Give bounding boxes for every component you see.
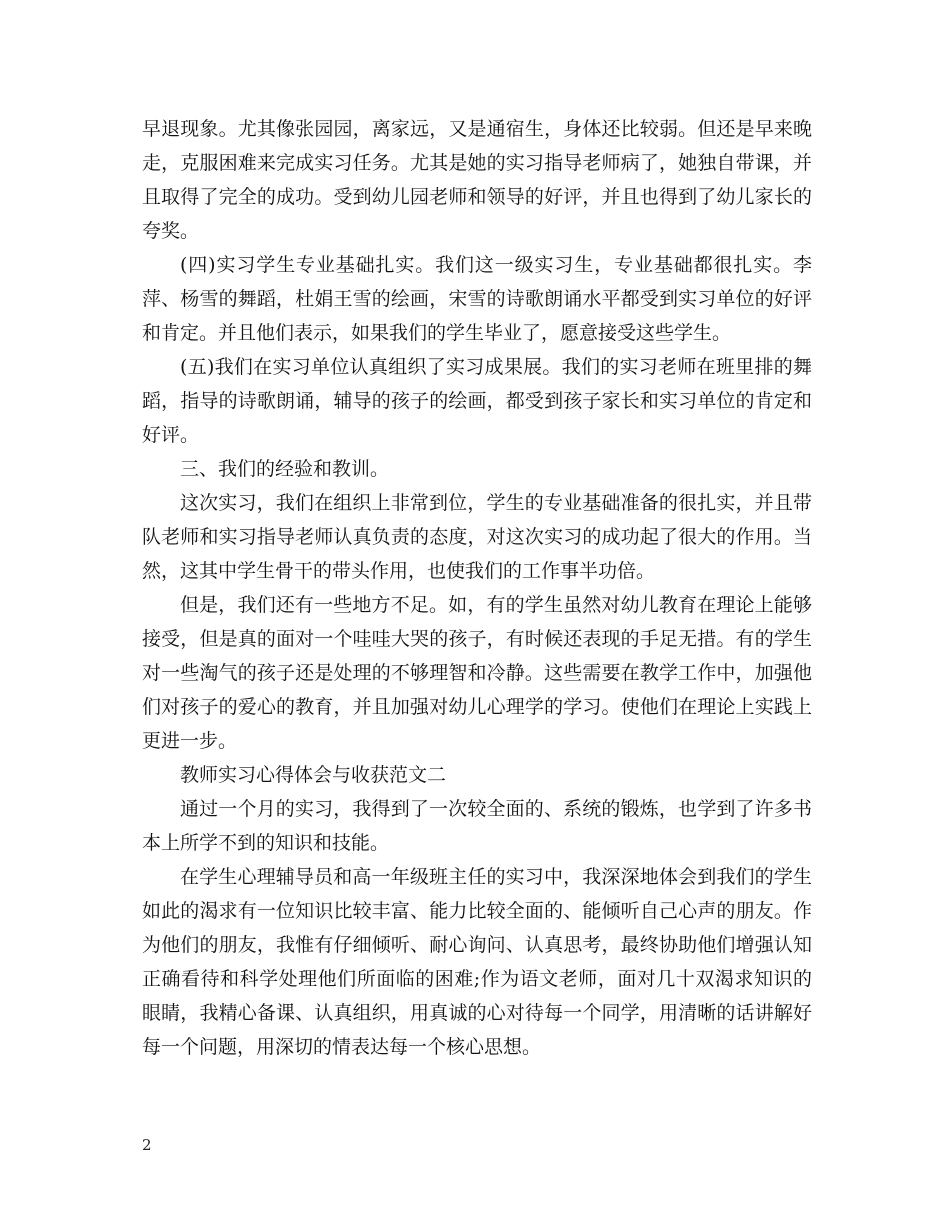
essay-title-2: 教师实习心得体会与收获范文二 <box>180 764 447 786</box>
paragraph-6: 但是，我们还有一些地方不足。如，有的学生虽然对幼儿教育在理论上能够接受，但是真的面对一个哇哇大哭的孩子，有时候还表现的手足无措。有的学生对一些淘气的孩子还是处理的不够理智和冷静。这些需要在教学工作中，加强他们对孩子的爱心的教育，并且加强对幼儿心理学的学习。使他们在理论上实践上更进一步。 <box>142 594 812 752</box>
paragraph-8: 通过一个月的实习，我得到了一次较全面的、系统的锻炼，也学到了许多书本上所学不到的知识和技能。 <box>142 798 812 854</box>
section-heading-3: 三、我们的经验和教训。 <box>180 458 390 480</box>
paragraph-1: 早退现象。尤其像张园园，离家远，又是通宿生，身体还比较弱。但还是早来晚走，克服困难来完成实习任务。尤其是她的实习指导老师病了，她独自带课，并且取得了完全的成功。受到幼儿园老师和领导的好评，并且也得到了幼儿家长的夸奖。 <box>142 118 812 242</box>
paragraph-5: 这次实习，我们在组织上非常到位，学生的专业基础准备的很扎实，并且带队老师和实习指导老师认真负责的态度，对这次实习的成功起了很大的作用。当然，这其中学生骨干的带头作用，也使我们的工作事半功倍。 <box>142 492 812 582</box>
body-text <box>142 112 812 1064</box>
paragraph-2: (四)实习学生专业基础扎实。我们这一级实习生，专业基础都很扎实。李萍、杨雪的舞蹈，杜娟王雪的绘画，宋雪的诗歌朗诵水平都受到实习单位的好评和肯定。并且他们表示，如果我们的学生毕业了，愿意接受这些学生。 <box>142 254 812 344</box>
page-number: 2 <box>142 1136 152 1154</box>
paragraph-3: (五)我们在实习单位认真组织了实习成果展。我们的实习老师在班里排的舞蹈，指导的诗歌朗诵，辅导的孩子的绘画，都受到孩子家长和实习单位的肯定和好评。 <box>142 356 812 446</box>
paragraph-9: 在学生心理辅导员和高一年级班主任的实习中，我深深地体会到我们的学生如此的渴求有一位知识比较丰富、能力比较全面的、能倾听自己心声的朋友。作为他们的朋友，我惟有仔细倾听、耐心询问、认真思考，最终协助他们增强认知正确看待和科学处理他们所面临的困难;作为语文老师，面对几十双渴求知识的眼睛，我精心备课、认真组织，用真诚的心对待每一个同学，用清晰的话讲解好每一个问题，用深切的情表达每一个核心思想。 <box>142 866 812 1058</box>
